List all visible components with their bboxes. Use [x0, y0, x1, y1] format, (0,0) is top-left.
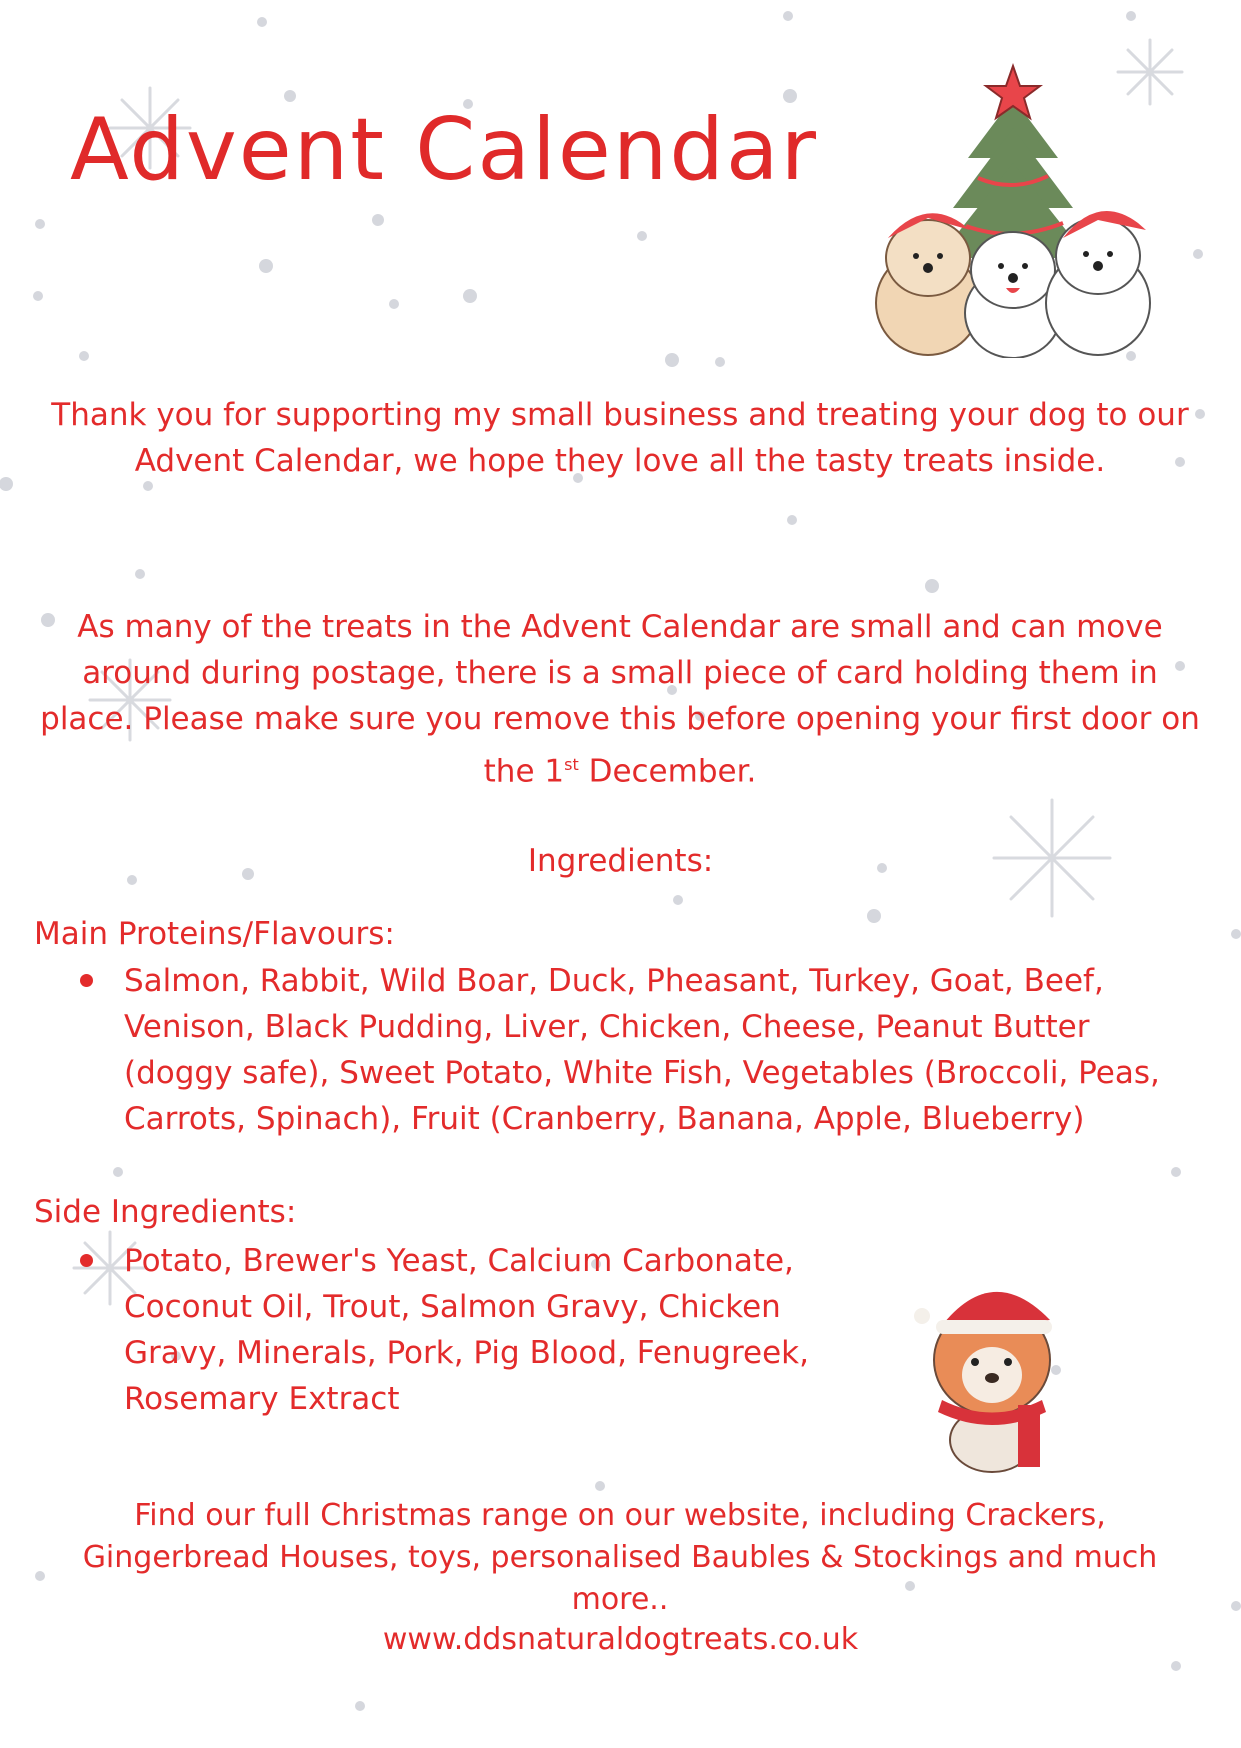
- puppy-santa-illustration: [900, 1250, 1090, 1475]
- side-ingredients-label: Side Ingredients:: [34, 1194, 297, 1230]
- notice-text-end: December.: [578, 753, 757, 790]
- list-item: [70, 958, 1170, 1142]
- list-item-text: Salmon, Rabbit, Wild Boar, Duck, Pheasant, Turkey, Goat, Beef, Venison, Black Pudding, Liver, Chicken, Cheese, Peanut Butter (doggy safe), Sweet Potato, White Fish, Vegetables (Broccoli, Peas, Carrots, Spinach), Fruit (Cranberry, Banana, Apple, Blueberry): [124, 963, 1160, 1137]
- page-title: Advent Calendar: [70, 100, 818, 200]
- christmas-tree-icon: [938, 66, 1088, 258]
- list-item: [70, 1238, 870, 1422]
- website-link[interactable]: www.ddsnaturaldogtreats.co.uk: [382, 1622, 859, 1657]
- main-proteins-label: Main Proteins/Flavours:: [34, 916, 395, 952]
- bullet-icon: [80, 974, 93, 987]
- side-ingredients-list: [70, 1238, 870, 1422]
- christmas-tree-dogs-illustration: [858, 58, 1168, 358]
- notice-text: As many of the treats in the Advent Calendar are small and can move around during postage, there is a small piece of card holding them in place. Please make sure you remove this before opening your first door on the 1: [40, 609, 1200, 790]
- intro-paragraph: Thank you for supporting my small business and treating your dog to our Advent Calendar, we hope they love all the tasty treats inside.: [51, 397, 1189, 479]
- santa-hat-icon: [914, 1292, 1052, 1334]
- list-item-text: Potato, Brewer's Yeast, Calcium Carbonate, Coconut Oil, Trout, Salmon Gravy, Chicken Gravy, Minerals, Pork, Pig Blood, Fenugreek, Rosemary Extract: [124, 1243, 809, 1417]
- main-proteins-list: [70, 958, 1170, 1142]
- notice-paragraph: [40, 604, 1200, 794]
- notice-superscript: st: [564, 755, 579, 774]
- bullet-icon: [80, 1254, 93, 1267]
- footer-text: Find our full Christmas range on our website, including Crackers, Gingerbread Houses, toys, personalised Baubles & Stockings and much more..: [82, 1498, 1158, 1617]
- ingredients-heading: Ingredients:: [527, 843, 714, 879]
